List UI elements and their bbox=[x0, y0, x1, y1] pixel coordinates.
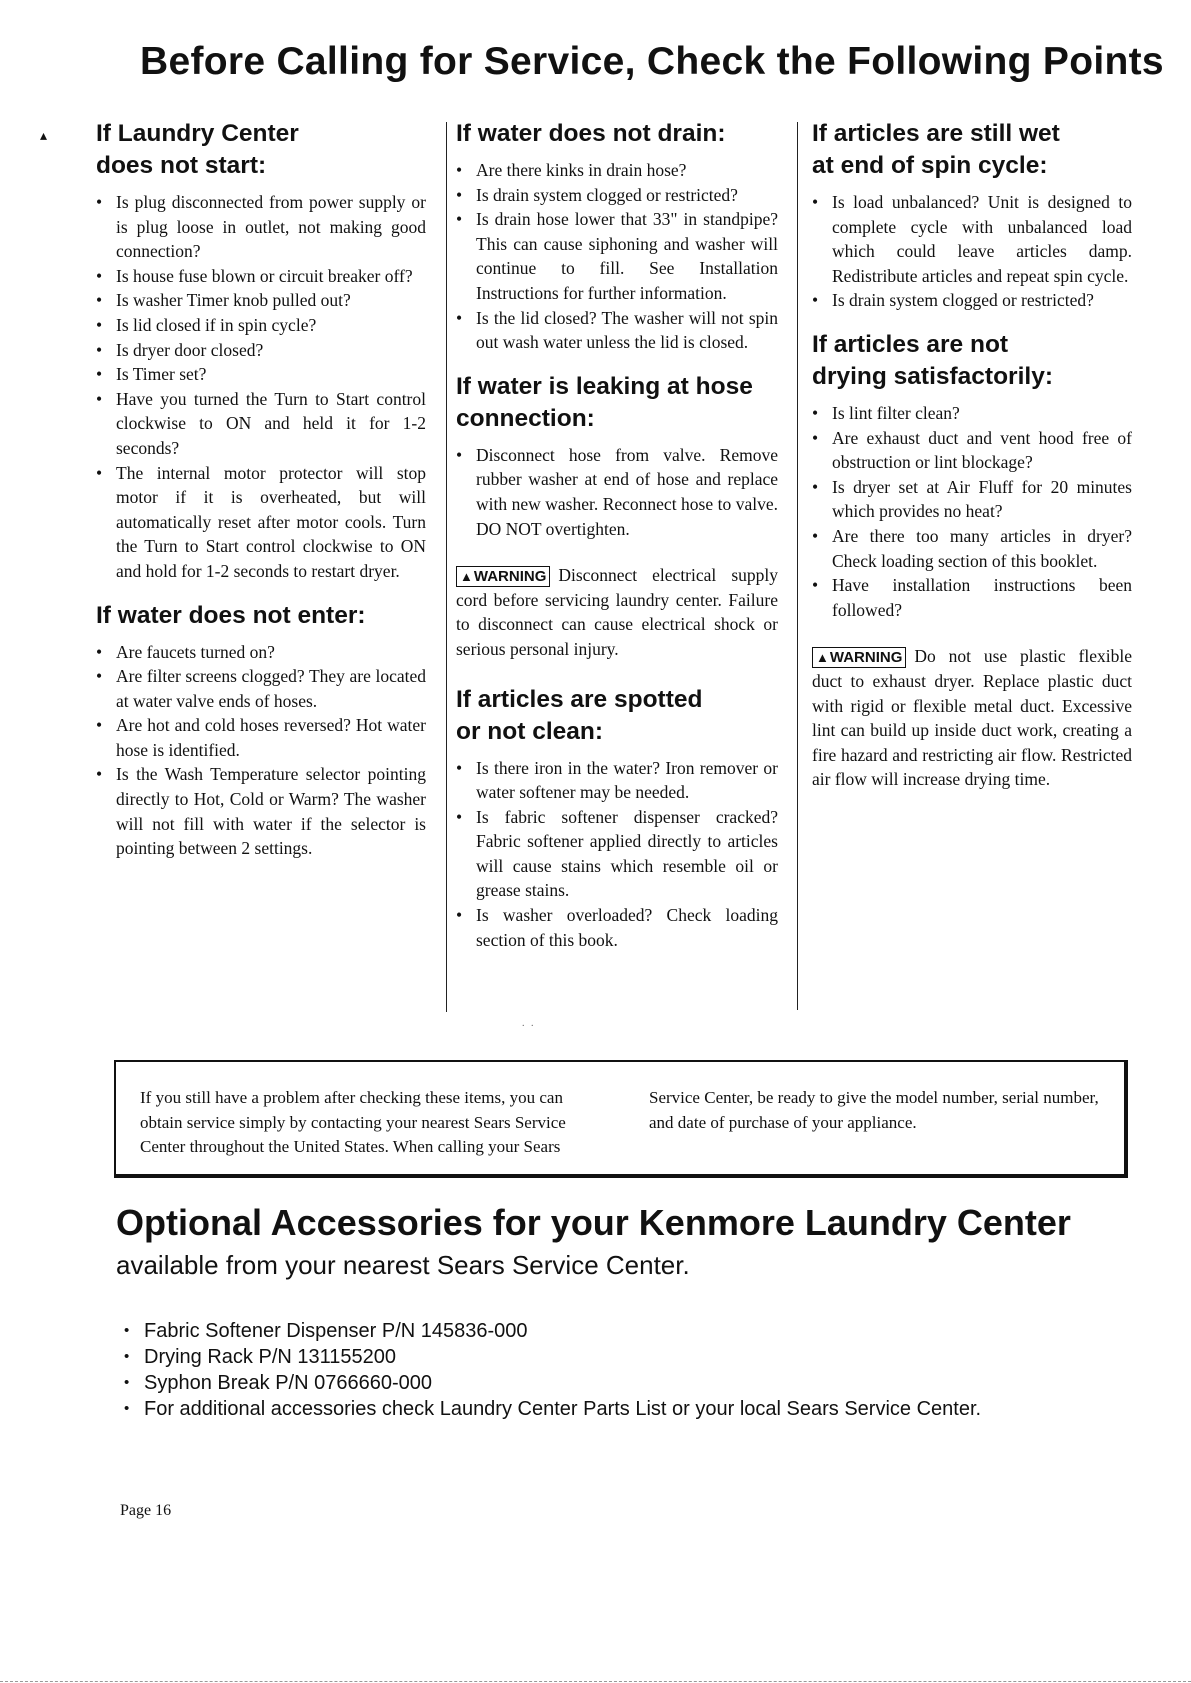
checklist-item: • Are there too many articles in dryer? Check loading section of this booklet. bbox=[812, 524, 1132, 573]
accessory-item: • Fabric Softener Dispenser P/N 145836-000 bbox=[124, 1318, 981, 1344]
warning-badge bbox=[456, 566, 550, 587]
section-heading-line: If water does not enter: bbox=[96, 601, 366, 629]
checklist bbox=[456, 443, 778, 541]
section-heading-line: If articles are spotted bbox=[456, 685, 703, 713]
checklist-item: • The internal motor protector will stop motor if it is overheated, but will automatically reset after motor cools. Turn the Turn to Start control clockwise to ON and hold for 1-2 seconds to restart dryer. bbox=[96, 461, 426, 584]
checklist-item: • Are faucets turned on? bbox=[96, 640, 426, 665]
checklist bbox=[456, 756, 778, 953]
checklist-item: • Is Timer set? bbox=[96, 362, 426, 387]
checklist-item: • Is dryer set at Air Fluff for 20 minutes which provides no heat? bbox=[812, 475, 1132, 524]
warning-badge bbox=[812, 647, 906, 668]
section-heading-line: If articles are not bbox=[812, 330, 1009, 358]
section-heading bbox=[96, 118, 426, 182]
section-heading-line: If water does not drain: bbox=[456, 120, 726, 147]
checklist-item: • Is drain system clogged or restricted? bbox=[456, 183, 778, 208]
section-heading-line: connection: bbox=[456, 404, 595, 432]
section-heading bbox=[96, 600, 426, 632]
section-heading-line: If articles are still wet bbox=[812, 120, 1060, 147]
page-bottom-edge bbox=[0, 1681, 1191, 1682]
warning-label: WARNING bbox=[829, 649, 903, 667]
column-divider bbox=[797, 122, 798, 1010]
section-heading bbox=[456, 118, 778, 150]
checklist-item: • Are exhaust duct and vent hood free of obstruction or lint blockage? bbox=[812, 426, 1132, 475]
scan-speck: . . bbox=[522, 1018, 536, 1029]
page-number: Page 16 bbox=[120, 1502, 172, 1519]
checklist-item: • Is drain system clogged or restricted? bbox=[812, 288, 1132, 313]
troubleshooting-section bbox=[456, 684, 778, 953]
accessory-item: • Drying Rack P/N 131155200 bbox=[124, 1344, 981, 1370]
section-heading-line: If water is leaking at hose bbox=[456, 372, 753, 400]
checklist bbox=[96, 640, 426, 861]
checklist-item: • Have installation instructions been followed? bbox=[812, 573, 1132, 622]
section-heading-line: If Laundry Center bbox=[96, 120, 299, 147]
section-heading bbox=[812, 329, 1132, 393]
accessory-item: • For additional accessories check Laundry Center Parts List or your local Sears Service Center. bbox=[124, 1396, 981, 1422]
warning-triangle-icon: ▲ bbox=[816, 650, 829, 666]
column-1 bbox=[96, 118, 426, 877]
service-info-text: If you still have a problem after checking these items, you can obtain service simply by contacting your nearest Sears Service Center throughout the United States. When calling your Sears Service Center, be ready to give the model number, serial number, and date of purchase of your appliance. bbox=[140, 1088, 1099, 1156]
checklist-item: • Is there iron in the water? Iron remover or water softener may be needed. bbox=[456, 756, 778, 805]
checklist-item: • Is the Wash Temperature selector pointing directly to Hot, Cold or Warm? The washer will not fill with water if the selector is pointing between 2 settings. bbox=[96, 762, 426, 860]
checklist-item: • Are there kinks in drain hose? bbox=[456, 158, 778, 183]
troubleshooting-section bbox=[96, 118, 426, 584]
page-title: Before Calling for Service, Check the Following Points bbox=[140, 40, 1164, 83]
checklist-item: • Disconnect hose from valve. Remove rubber washer at end of hose and replace with new washer. Reconnect hose to valve. DO NOT overtighten. bbox=[456, 443, 778, 541]
warning-notice bbox=[456, 563, 778, 661]
checklist bbox=[812, 401, 1132, 622]
checklist-item: • Is the lid closed? The washer will not spin out wash water unless the lid is closed. bbox=[456, 306, 778, 355]
checklist-item: • Is dryer door closed? bbox=[96, 338, 426, 363]
section-heading bbox=[456, 684, 778, 748]
checklist-item: • Is load unbalanced? Unit is designed to complete cycle with unbalanced load which could leave articles damp. Redistribute articles and repeat spin cycle. bbox=[812, 190, 1132, 288]
accessories-subtitle: available from your nearest Sears Service Center. bbox=[116, 1250, 690, 1280]
warning-notice bbox=[812, 644, 1132, 792]
section-heading bbox=[456, 371, 778, 435]
section-heading bbox=[812, 118, 1132, 182]
troubleshooting-section bbox=[456, 118, 778, 355]
warning-label: WARNING bbox=[473, 568, 547, 586]
margin-mark: ▴ bbox=[40, 128, 48, 144]
checklist-item: • Are hot and cold hoses reversed? Hot water hose is identified. bbox=[96, 713, 426, 762]
checklist-item: • Is drain hose lower that 33" in standpipe? This can cause siphoning and washer will continue to fill. See Installation Instructions for further information. bbox=[456, 207, 778, 305]
column-3 bbox=[812, 118, 1132, 814]
checklist bbox=[456, 158, 778, 355]
checklist bbox=[96, 190, 426, 584]
warning-text: Do not use plastic flexible duct to exhaust dryer. Replace plastic duct with rigid or flexible metal duct. Excessive lint can build up inside duct work, creating a fire hazard and restricting air flow. Restricted air flow will increase drying time. bbox=[812, 646, 1132, 790]
troubleshooting-section bbox=[812, 118, 1132, 313]
section-heading-line: does not start: bbox=[96, 152, 267, 179]
checklist-item: • Is lint filter clean? bbox=[812, 401, 1132, 426]
section-heading-line: or not clean: bbox=[456, 717, 604, 745]
accessory-item: • Syphon Break P/N 0766660-000 bbox=[124, 1370, 981, 1396]
checklist-item: • Is house fuse blown or circuit breaker off? bbox=[96, 264, 426, 289]
checklist-item: • Have you turned the Turn to Start control clockwise to ON and held it for 1-2 seconds? bbox=[96, 387, 426, 461]
checklist-item: • Is lid closed if in spin cycle? bbox=[96, 313, 426, 338]
troubleshooting-section bbox=[812, 329, 1132, 622]
troubleshooting-section bbox=[456, 371, 778, 541]
checklist-item: • Are filter screens clogged? They are located at water valve ends of hoses. bbox=[96, 664, 426, 713]
warning-text: Disconnect electrical supply cord before servicing laundry center. Failure to disconnect can cause electrical shock or serious personal injury. bbox=[456, 565, 778, 659]
column-divider bbox=[446, 122, 447, 1012]
checklist-item: • Is washer overloaded? Check loading section of this book. bbox=[456, 903, 778, 952]
column-2 bbox=[456, 118, 778, 968]
checklist-item: • Is washer Timer knob pulled out? bbox=[96, 288, 426, 313]
accessories-title: Optional Accessories for your Kenmore Laundry Center bbox=[116, 1202, 1071, 1243]
troubleshooting-section bbox=[96, 600, 426, 861]
accessories-list bbox=[124, 1318, 981, 1422]
warning-triangle-icon: ▲ bbox=[460, 569, 473, 585]
section-heading-line: drying satisfactorily: bbox=[812, 362, 1053, 390]
section-heading-line: at end of spin cycle: bbox=[812, 152, 1048, 179]
checklist-item: • Is fabric softener dispenser cracked? Fabric softener applied directly to articles will cause stains which resemble oil or grease stains. bbox=[456, 805, 778, 903]
checklist bbox=[812, 190, 1132, 313]
checklist-item: • Is plug disconnected from power supply or is plug loose in outlet, not making good connection? bbox=[96, 190, 426, 264]
